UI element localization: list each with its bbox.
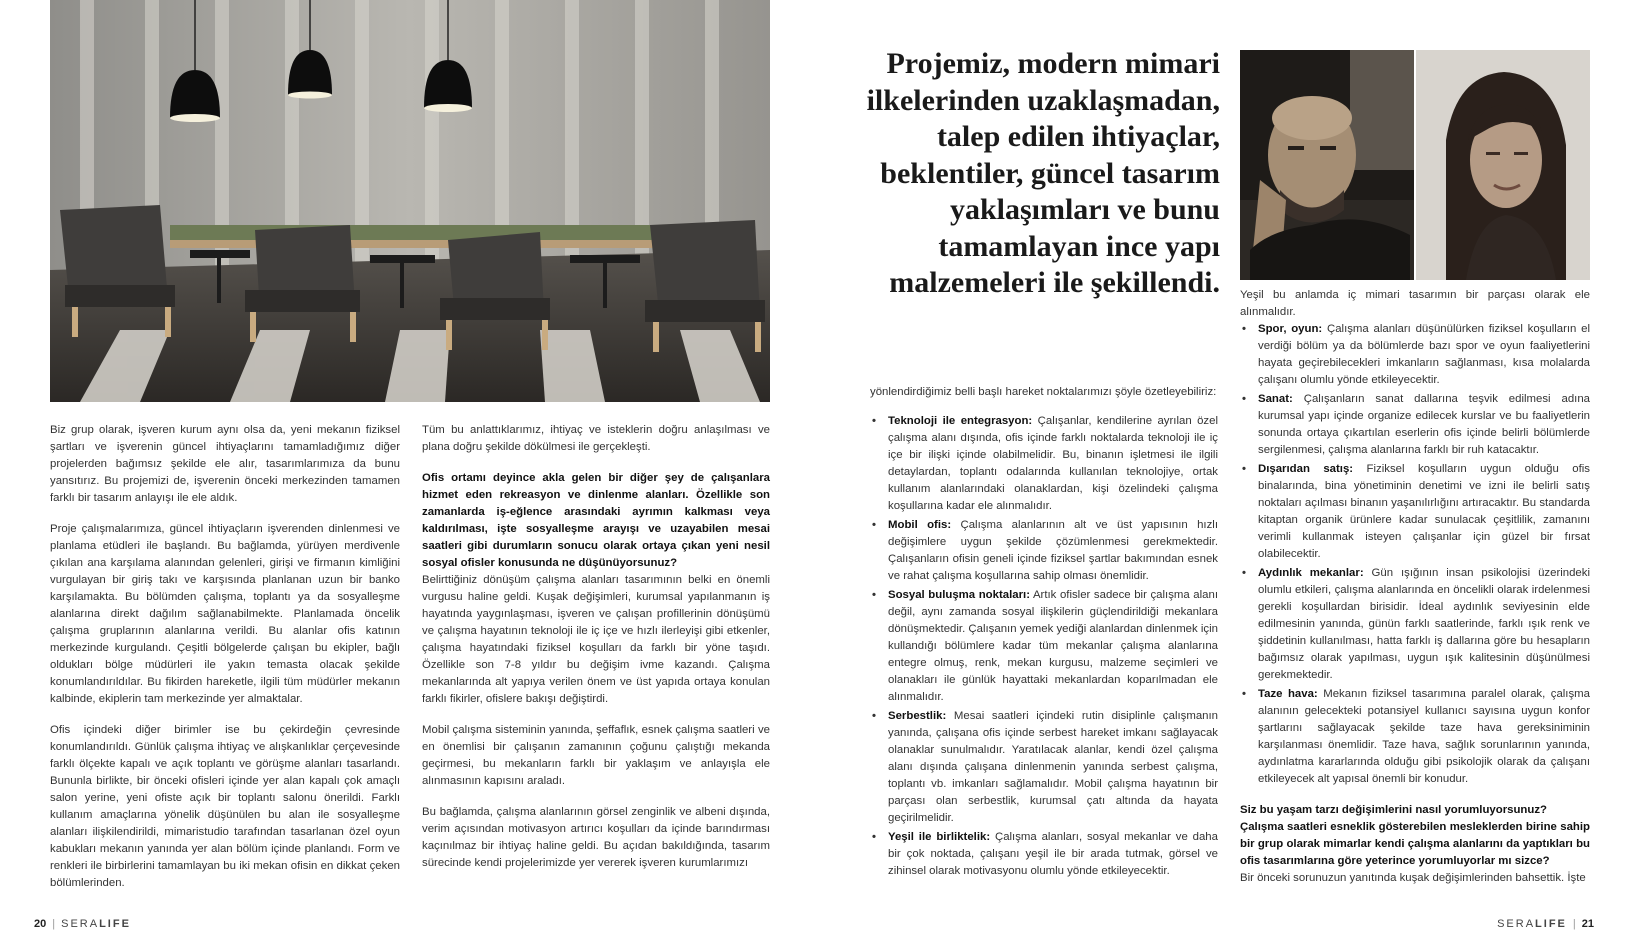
list-item-text: Çalışanlar, kendilerine ayrılan özel çalışma alanı dışında, ofis içinde farklı noktalarda teknoloji ile iç içe bir ilişki içinde olabilmelidir. Bu, binanın işletmesi ile ilgili detaylardan, toplantı odalarında kullanılan teknolojiye, ortak kullanım alanlarındaki olanaklardan, kişi özelindeki çalışma koşullarına kadar ele alınmalıdır. [888, 415, 1218, 512]
list-item-title: Spor, oyun: [1258, 323, 1323, 335]
list-item-text: Fiziksel koşulların uygun olduğu ofis binalarında, bina yönetiminin denetimi ve izni ile belirli satış noktaları açılması binanın yaşanılırlığını artıracaktır. Bu standarda kitaptan organik ürünlere kadar sunulacak çeşitlilik, zamanını verimli kullanmak isteyen çalışanlar için güzel bir fırsat olabilecektir. [1258, 463, 1590, 560]
list-item-title: Teknoloji ile entegrasyon: [888, 415, 1033, 427]
bullet-icon: • [1242, 463, 1246, 475]
bullet-icon: • [1242, 688, 1246, 700]
list-item-title: Mobil ofis: [888, 519, 952, 531]
footer-separator: | [52, 918, 56, 930]
paragraph: Tüm bu anlattıklarımız, ihtiyaç ve isteklerin doğru anlaşılması ve plana doğru şekilde dökülmesi ile gerçekleşti. [422, 424, 770, 453]
paragraph: Belirttiğiniz dönüşüm çalışma alanları tasarımının belki en önemli vurgusu haline geldi. Kuşak değişimleri, kurumsal yapılanmanın iş hayatında yaygınlaşması, işveren ve çalışan profillerinin dönüşümü ve çalışma hayatının teknoloji ile iç içe ve hızlı ilerleyişi gibi etkenler, çalışma hayatındaki fiziksel koşulları da farklı bir yöne taşıdı. Özellikle son 7-8 yıldır bu değişim ivme kazandı. Çalışma mekanlarında alt yapıya verilen önem ve üst yapıda ortaya konulan farklı fikirler, ofislere bakışı değiştirdi. [422, 574, 770, 705]
list-item [870, 413, 1218, 515]
right-page [814, 0, 1628, 949]
page-number: 20 [34, 918, 47, 930]
list-item [870, 587, 1218, 706]
paragraph: Proje çalışmalarımıza, güncel ihtiyaçların işverenden dinlenmesi ve planlama etüdleri ile başlandı. Bu bağlamda, yürüyen merdivenle çıkılan ana karşılama alanından gelenleri, girişi ve firmanın kimliğini vurgulayan bir giriş takı ve karşısında planlanan uzun bir banko karşılamakta. Bu bölümden çalışma, toplantı ya da sosyalleşme alanlarına direkt dağılım sağlanabilmekte. Planlamada öncelik çalışma gruplarının alanlarına verildi. Bu alanlar ofis katının merkezinde kurgulandı. Çeşitli bölgelerde çalışan bu ekipler, bağlı oldukları bölge müdürleri ile yakın temasta olacak şekilde konumlandırıldılar. Bu fikirden hareketle, ilgili tüm müdürler mekanın kalbinde, ekiplerin tam merkezinde yer almaktalar. [50, 523, 400, 705]
architect-portraits [1240, 50, 1590, 280]
portrait-man-photo [1240, 50, 1414, 280]
page-footer-right [1497, 918, 1594, 930]
list-item-title: Dışarıdan satış: [1258, 463, 1354, 475]
list-item-text: Çalışma alanları, sosyal mekanlar ve daha bir çok noktada, çalışanı yeşil ile bir arada tutmak, görsel ve zihinsel olarak motivasyonu olumlu yönde etkileyecektir. [888, 831, 1218, 877]
list-item-text: Çalışma alanları düşünülürken fiziksel koşulların el verdiği bölüm ya da bölümlerde bazı spor ve oyun faaliyetlerini hayata geçirebilecekleri imkanların sağlanması, kısa molalarda çalışanı olumlu yönde etkileyecektir. [1258, 323, 1590, 386]
bullet-icon: • [1242, 323, 1246, 335]
interview-question: Ofis ortamı deyince akla gelen bir diğer şey de çalışanlara hizmet eden rekreasyon ve dinlenme alanları. Özellikle son zamanlarda iş-eğlence arasındaki ayrımın kalkması veya kaldırılması, işte sosyalleşme arayışı ve uzayabilen mesai saatleri gibi durumların sonucu olarak ortaya çıkan yeni nesil sosyal ofisler konusunda ne düşünüyorsunuz? [422, 472, 770, 569]
interview-question: Çalışma saatleri esneklik gösterebilen mesleklerden birine sahip bir grup olarak mimarlar kendi çalışma alanlarını da yaptıkları bu ofis tasarımlarına göre yeterince yorumluyorlar mı sizce? [1240, 821, 1590, 867]
paragraph: Yeşil bu anlamda iç mimari tasarımın bir parçası olarak ele alınmalıdır. [1240, 289, 1590, 318]
bullet-icon: • [872, 519, 876, 531]
left-column-2 [422, 422, 770, 872]
bullet-icon: • [872, 589, 876, 601]
list-item-title: Yeşil ile birliktelik: [888, 831, 991, 843]
list-item-text: Çalışanların sanat dallarına teşvik edilmesi adına kurumsal yapı içinde organize edilecek kurslar ve bu faaliyetlerin sonunda ortaya çıkartılan eserlerin ofis içinde belirli bölümlerde sergilenmesi, çalışma alanlarına farklı bir ruh katacaktır. [1258, 393, 1590, 456]
list-item [870, 829, 1218, 880]
list-item-text: Çalışma alanlarının alt ve üst yapısının hızlı değişimlere uygun şekilde çözümlenmesi gerekmektedir. Çalışanların ofisin geneli içinde fiziksel şartlar bakımından esnek ve rahat çalışma koşullarına sahip olması önemlidir. [888, 519, 1218, 582]
paragraph: Bu bağlamda, çalışma alanlarının görsel zenginlik ve albeni dışında, verim açısından motivasyon artırıcı koşulları da içinde barındırması kaçınılmaz bir ihtiyaç haline geldi. Bu açıdan bakıldığında, tasarım sürecinde kendi projelerimizde yer vererek işveren kurumlarımızı [422, 806, 770, 869]
list-item [870, 517, 1218, 585]
list-item-text: Mekanın fiziksel tasarımına paralel olarak, çalışma alanının gelecekteki potansiyel kullanıcı sayısına uygun konfor şartlarını sağlayacak şekilde taze hava gereksiniminin karşılanması önemlidir. Taze hava, sağlık sorunlarının yanında, aydınlatma kararlarında olduğu gibi psikolojik olarak da çalışanı etkileyecek alt yapısal önemli bir konudur. [1258, 688, 1590, 785]
principles-list [870, 413, 1218, 880]
list-item-title: Aydınlık mekanlar: [1258, 567, 1364, 579]
lounge-interior-photo [50, 0, 770, 402]
portrait-woman-photo [1416, 50, 1590, 280]
bullet-icon: • [1242, 393, 1246, 405]
bullet-icon: • [1242, 567, 1246, 579]
magazine-name-part1: SERA [1497, 918, 1536, 930]
list-item [1240, 391, 1590, 459]
list-item [1240, 686, 1590, 788]
interview-question: Siz bu yaşam tarzı değişimlerini nasıl yorumluyorsunuz? [1240, 804, 1547, 816]
list-item-title: Sanat: [1258, 393, 1293, 405]
bullet-icon: • [872, 415, 876, 427]
paragraph: Mobil çalışma sisteminin yanında, şeffaflık, esnek çalışma saatleri ve en önemlisi bir çalışanın zamanının çoğunu çalıştığı mekanda geçirmesi, bu mekanların farklı bir yaklaşım ve anlayışla ele alınmasının kapısını araladı. [422, 724, 770, 787]
list-item-text: Artık ofisler sadece bir çalışma alanı değil, aynı zamanda sosyal ilişkilerin güçlendirildiği mekanlara dönüşmektedir. Çalışanın yemek yediği alanlardan dinlenmek için kullandığı bölümlere kadar tüm mekanlar çalışma alanlarına entegre olmuş, renk, mekan kurgusu, malzeme seçimleri ve olanakları ile günlük hayattaki mekanlardan koparılmadan ele alınmalıdır. [888, 589, 1218, 703]
paragraph: yönlendirdiğimiz belli başlı hareket noktalarımızı şöyle özetleyebiliriz: [870, 386, 1217, 398]
magazine-name-part2: LIFE [99, 918, 131, 930]
list-item [1240, 461, 1590, 563]
list-item-title: Serbestlik: [888, 710, 947, 722]
page-footer-left [34, 918, 131, 930]
principles-list-continued [1240, 321, 1590, 788]
bullet-icon: • [872, 831, 876, 843]
page-number: 21 [1581, 918, 1594, 930]
paragraph: Biz grup olarak, işveren kurum aynı olsa da, yeni mekanın fiziksel şartları ve işverenin güncel ihtiyaçlarını tamamladığımız diğer projelerden bağımsız şekilde ele alır, tasarımlarımıza da bunu yansıtırız. Bu projemizi de, işverenin önceki merkezinden tamamen farklı bir tasarım anlayışı ile ele aldık. [50, 424, 400, 504]
list-item-title: Taze hava: [1258, 688, 1318, 700]
list-item [870, 708, 1218, 827]
magazine-name-part2: LIFE [1535, 918, 1567, 930]
right-column-1 [870, 384, 1218, 882]
paragraph: Ofis içindeki diğer birimler ise bu çekirdeğin çevresinde konumlandırıldı. Günlük çalışma ihtiyaç ve alışkanlıklar çerçevesinde farklı ölçekte kapalı ve açık toplantı ve görüşme alanları tasarlandı. Bununla birlikte, bir önceki ofisleri içinde yer alan kapalı çok amaçlı salon yerine, yeni ofiste açık bir toplantı salonu önerildi. Farklı kullanım amaçlarına yönelik düşünülen bu alan ile sosyalleşme alanları ilişkilendirildi, mimaristudio tarafından tasarlanan özel oyun kabukları mekanın yanında yer alan bölüm içinde planlandı. Form ve renkleri ile birbirlerini tamamlayan bu iki mekan ofisin en dikkat çeken bölümlerinden. [50, 724, 400, 889]
footer-separator: | [1572, 918, 1576, 930]
list-item-text: Mesai saatleri içindeki rutin disiplinle çalışmanın yanında, çalışana ofis içinde serbest hareket imkanı sağlayacak olanaklar sunulmalıdır. Yaratılacak alanlar, kendi özel çalışma alanı dışında çalışana dinlenmenin yanında serbest çalışma, toplantı vb. imkanları sağlamalıdır. Mobil çalışma hayatının bir parçası olan serbestlik, kurumsal çatı altında da hayata geçirilmelidir. [888, 710, 1218, 824]
bullet-icon: • [872, 710, 876, 722]
list-item [1240, 321, 1590, 389]
right-column-2 [1240, 287, 1590, 887]
magazine-name-part1: SERA [61, 918, 100, 930]
pull-quote: Projemiz, modern mimari ilkelerinden uzaklaşmadan, talep edilen ihtiyaçlar, beklentiler, güncel tasarım yaklaşımları ve bunu tamamlayan ince yapı malzemeleri ile şekillendi. [866, 47, 1220, 299]
list-item-title: Sosyal buluşma noktaları: [888, 589, 1030, 601]
paragraph: Bir önceki sorunuzun yanıtında kuşak değişimlerinden bahsettik. İşte [1240, 872, 1586, 884]
list-item [1240, 565, 1590, 684]
list-item-text: Gün ışığının insan psikolojisi üzerindeki olumlu etkileri, çalışma alanlarında en öncelikli olarak irdelenmesi gerekli koşullardan birisidir. İdeal aydınlık seviyesinin elde edilmesinin yanında, günün farklı saatlerinde, farklı ışık renk ve şiddetinin kullanılması, hatta farklı iş dallarına göre bu hesapların bağımsız olarak yapılması, uygun ışık kalitesinin düşünülmesi gerekmektedir. [1258, 567, 1590, 681]
left-column-1 [50, 422, 400, 906]
